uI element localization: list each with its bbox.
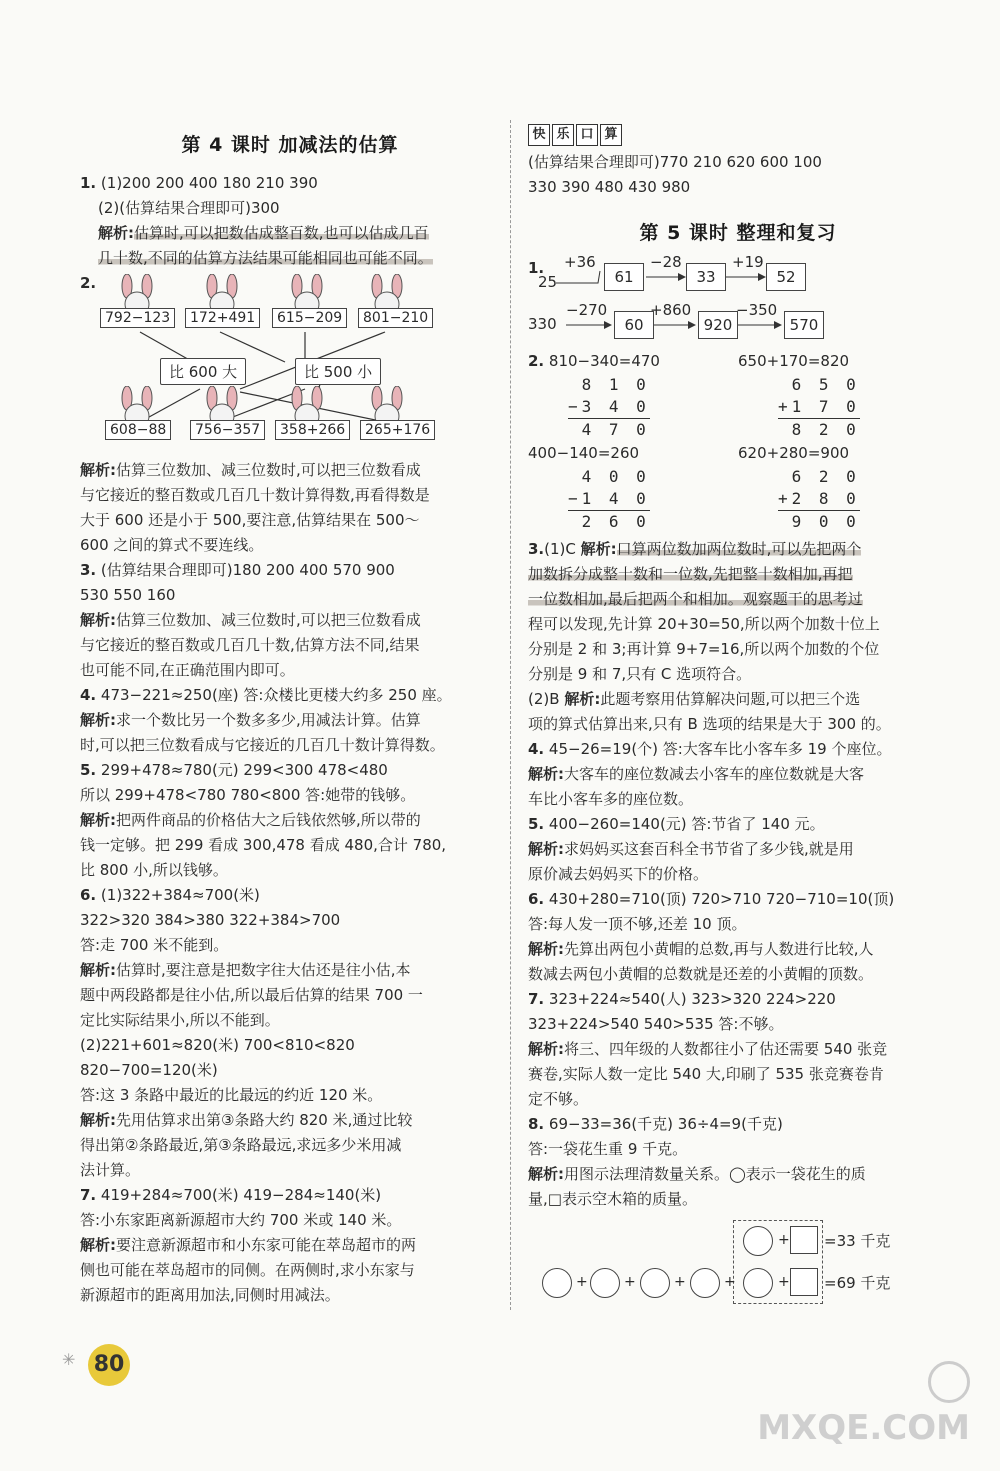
expr-box: 265+176 [360,420,435,440]
question-2: 2. 792−123 172+491 615−209 801−210 比 600 大 比 500 小 608−88 756−357 358+266 265+176 解析:估算三位数加、减三位数时,可以把三位数看成 与它接近的整百数或几百几十数计算得数,再看得数是 大于 600 还是小于 500,要注意,估算结果在 500～ 600 之间的算式不要连线。 [80,271,500,558]
peanut-bag-icon [743,1226,773,1256]
star-icon: ✳ [62,1350,76,1369]
watermark: MXQE.COM [757,1361,970,1446]
vertical-calc: 8 1 0 −3 4 0 4 7 0 [568,375,650,439]
r-question-8: 8. 69−33=36(千克) 36÷4=9(千克) 答:一袋花生重 9 千克。 解析:用图示法理清数量关系。◯表示一袋花生的质 量,□表示空木箱的质量。 + =33 千克 + + + + + =69 千克 [528,1112,948,1310]
r-question-7: 7. 323+224≈540(人) 323>320 224>220 323+224>540 540>535 答:不够。 解析:将三、四年级的人数都往小了估还需要 540 张竞 赛卷,实际人数一定比 540 大,印刷了 535 张竞赛卷肯 定不够。 [528,990,888,1108]
r-question-1 [528,253,948,343]
lesson4-title: 第 4 课时 加减法的估算 [181,134,399,156]
weight-diagram: + =33 千克 + + + + + =69 千克 [528,1220,948,1310]
expr-box: 358+266 [275,420,350,440]
expr-box: 172+491 [185,308,260,328]
peanut-bag-icon [590,1268,620,1298]
watermark-logo-icon [928,1361,970,1403]
r-question-5: 5. 400−260=140(元) 答:节省了 140 元。 解析:求妈妈买这套百科全书节省了多少钱,就是用 原价减去妈妈买下的价格。 [528,815,854,883]
question-7: 7. 419+284≈700(米) 419−284≈140(米) 答:小东家距离新源超市大约 700 米或 140 米。 解析:要注意新源超市和小东家可能在萃岛超市的两 侧也可能在萃岛超市的同侧。在两侧时,求小东家与 新源超市的距离用加法,同侧时用减法。 [80,1186,417,1304]
left-column [80,130,500,1308]
chain-1: 1. 25 +36 61 −28 33 +19 52 [528,259,948,301]
page-number: 80 [88,1344,130,1386]
expr-box: 792−123 [100,308,175,328]
question-3: 3. (估算结果合理即可)180 200 400 570 900 530 550 160 解析:估算三位数加、减三位数时,可以把三位数看成 与它接近的整百数或几百几十数,估算方法不同,结果 也可能不同,在正确范围内即可。 [80,561,421,679]
expr-box: 756−357 [190,420,265,440]
wood-box-icon [790,1226,818,1254]
rabbit-diagram [80,274,500,454]
lesson5-title: 第 5 课时 整理和复习 [639,222,837,244]
r-question-3: 3.(1)C 解析:口算两位数加两位数时,可以先把两个 加数拆分成整十数和一位数,先把整十数相加,再把 一位数相加,最后把两个和相加。观察题干的思考过 程可以发现,先计算 20+30=50,所以两个加数十位上 分别是 2 和 3;再计算 9+7=16,所以两个加数的个位 分别是 9 和 7,只有 C 选项符合。 (2)B 解析:此题考察用估算解决问题,可以把三个选 项的算式估算出来,只有 B 选项的结果是大于 300 的。 [528,540,891,733]
peanut-bag-icon [743,1268,773,1298]
chain-2: 330 −270 60 +860 920 −350 570 [528,301,948,343]
peanut-bag-icon [690,1268,720,1298]
question-1: 1. (1)200 200 400 180 210 390 (2)(估算结果合理即可)300 解析:估算时,可以把数估成整百数,也可以估成几百 几十数,不同的估算方法结果可能相同也可能不同。 [80,174,433,267]
column-divider [510,120,511,1310]
r-question-2: 2. 810−340=470 650+170=820 8 1 0 −3 4 0 4 7 0 6 5 0 +1 7 0 8 2 0 400−140=260 620+280=900 4 0 0 −1 4 0 2 6 0 6 2 0 +2 8 0 9 0 0 [528,352,860,531]
r-question-4: 4. 45−26=19(个) 答:大客车比小客车多 19 个座位。 解析:大客车的座位数减去小客车的座位数就是大客 车比小客车多的座位数。 [528,740,892,808]
peanut-bag-icon [542,1268,572,1298]
question-6: 6. (1)322+384≈700(米) 322>320 384>380 322+384>700 答:走 700 米不能到。 解析:估算时,要注意是把数字往大估还是往小估,本 题中两段路都是往小估,所以最后估算的结果 700 一 定比实际结果小,所以不能到。 (2)221+601≈820(米) 700<810<820 820−700=120(米) 答:这 3 条路中最近的比最远的约近 120 米。 解析:先用估算求出第③条路大约 820 米,通过比较 得出第②条路最近,第③条路最远,求远多少米用减 法计算。 [80,886,423,1179]
expr-box: 608−88 [105,420,171,440]
r-question-6: 6. 430+280=710(顶) 720>710 720−710=10(顶) 答:每人发一顶不够,还差 10 顶。 解析:先算出两包小黄帽的总数,再与人数进行比较,人 数减去两包小黄帽的总数就是还差的小黄帽的顶数。 [528,890,895,983]
tag-greater-600: 比 600 大 [160,358,246,385]
peanut-bag-icon [640,1268,670,1298]
wood-box-icon [790,1268,818,1296]
expr-box: 801−210 [358,308,433,328]
right-column: 快 乐 口 算 (估算结果合理即可)770 210 620 600 100 330 390 480 430 980 第 5 课时 整理和复习 1. 25 +36 61 −28 33 +19 52 330 −270 60 +860 920 −350 570 2. 810−340=470 650+170=820 8 1 0 −3 4 0 4 7 0 6 5 0 +1 7 0 8 2 0 400−140=260 620+280=900 4 0 0 −1 4 0 2 6 0 6 2 0 +2 8 0 9 0 0 3.(1)C 解析:口算两位数加两位数时,可以先把两个 加数拆分成整十数和一位数,先把整十数相加,再把 一位数相加,最后把两个和相加。观察题干的思考过 程可以发现,先计算 20+30=50,所以两个加数十位上 分别是 2 和 3;再计算 9+7=16,所以两个加数的个位 分别是 9 和 7,只有 C 选项符合。 (2)B 解析:此题考察用估算解决问题,可以把三个选 项的算式估算出来,只有 B 选项的结果是大于 300 的。 4. 45−26=19(个) 答:大客车比小客车多 19 个座位。 解析:大客车的座位数减去小客车的座位数就是大客 车比小客车多的座位数。 5. 400−260=140(元) 答:节省了 140 元。 解析:求妈妈买这套百科全书节省了多少钱,就是用 原价减去妈妈买下的价格。 6. 430+280=710(顶) 720>710 720−710=10(顶) 答:每人发一顶不够,还差 10 顶。 解析:先算出两包小黄帽的总数,再与人数进行比较,人 数减去两包小黄帽的总数就是还差的小黄帽的顶数。 7. 323+224≈540(人) 323>320 224>220 323+224>540 540>535 答:不够。 解析:将三、四年级的人数都往小了估还需要 540 张竞 赛卷,实际人数一定比 540 大,印刷了 535 张竞赛卷肯 定不够。 8. 69−33=36(千克) 36÷4=9(千克) 答:一袋花生重 9 千克。 解析:用图示法理清数量关系。◯表示一袋花生的质 量,□表示空木箱的质量。 + =33 千克 + + + + + =69 千克 [528,124,948,1310]
vertical-calc: 6 5 0 +1 7 0 8 2 0 [778,375,860,439]
expr-box: 615−209 [272,308,347,328]
tag-less-500: 比 500 小 [295,358,381,385]
kuaile-kousuan-badge: 快 乐 口 算 [528,124,948,146]
question-4: 4. 473−221≈250(座) 答:众楼比更楼大约多 250 座。 解析:求一个数比另一个数多多少,用减法计算。估算 时,可以把三位数看成与它接近的几百几十数计算得数。 [80,686,452,754]
vertical-calc: 4 0 0 −1 4 0 2 6 0 [568,467,650,531]
vertical-calc: 6 2 0 +2 8 0 9 0 0 [778,467,860,531]
question-5: 5. 299+478≈780(元) 299<300 478<480 所以 299+478<780 780<800 答:她带的钱够。 解析:把两件商品的价格估大之后钱依然够,所以带的 钱一定够。把 299 看成 300,478 看成 480,合计 780, 比 800 小,所以钱够。 [80,761,447,879]
